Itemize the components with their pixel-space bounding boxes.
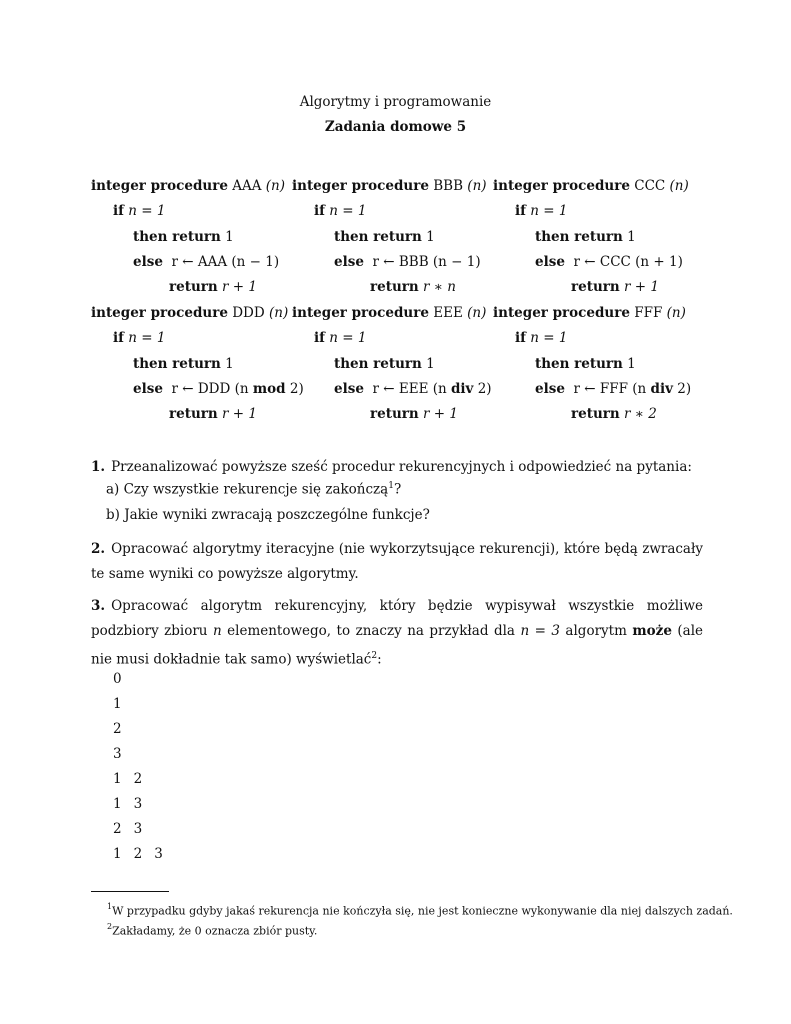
subset-element: 1 — [113, 846, 122, 862]
return-expression: r + 1 — [422, 406, 458, 423]
procedure-return — [169, 278, 257, 296]
question-a: a) Czy wszystkie rekurencje się zakończą — [106, 481, 389, 498]
else-expression: r ← CCC (n + 1) — [573, 253, 683, 270]
procedure-else — [133, 253, 279, 271]
then-value: 1 — [627, 355, 636, 372]
procedure-return — [571, 278, 659, 296]
then-value: 1 — [426, 228, 435, 245]
task-number: 3. — [91, 598, 106, 614]
procedure-else — [535, 380, 691, 398]
subset-element: 2 — [113, 721, 122, 737]
keyword: integer procedure — [493, 305, 630, 321]
then-value: 1 — [225, 228, 234, 245]
keyword: return — [169, 279, 218, 296]
task-2 — [91, 537, 703, 587]
return-expression: r ∗ 2 — [623, 406, 657, 423]
keyword: if — [515, 203, 526, 220]
footnote-rule — [91, 891, 169, 892]
footnote-2 — [107, 921, 317, 939]
condition: n = 1 — [329, 203, 367, 220]
task-number: 1. — [91, 459, 106, 475]
procedure-name: DDD — [232, 305, 265, 321]
return-expression: r + 1 — [221, 279, 257, 296]
procedure-then — [535, 355, 636, 373]
procedure-name: AAA — [232, 178, 262, 194]
procedure-arg: (n) — [467, 178, 487, 194]
procedure-return — [571, 405, 657, 423]
emphasis: może — [632, 623, 672, 639]
condition: n = 1 — [530, 203, 568, 220]
subset-element: 1 — [113, 771, 122, 787]
procedure-return — [169, 405, 257, 423]
footnote-ref-2: 2 — [371, 651, 378, 661]
procedure-signature — [91, 304, 288, 322]
footnote-1 — [107, 901, 733, 919]
keyword: integer procedure — [91, 178, 228, 194]
procedure-signature — [292, 177, 487, 195]
procedure-then — [535, 228, 636, 246]
keyword: then return — [334, 228, 422, 245]
task-text-4: (ale nie musi dokładnie tak samo) wyświetlać — [91, 623, 703, 668]
condition: n = 1 — [128, 203, 166, 220]
keyword: return — [571, 279, 620, 296]
task-number: 2. — [91, 541, 106, 557]
then-value: 1 — [225, 355, 234, 372]
condition: n = 1 — [128, 330, 166, 347]
keyword: then return — [334, 355, 422, 372]
equation: n = 3 — [520, 623, 560, 639]
subset-row — [113, 745, 122, 763]
procedure-else — [535, 253, 683, 271]
procedure-name: FFF — [634, 305, 663, 321]
operator: div — [650, 380, 673, 397]
keyword: return — [370, 279, 419, 296]
procedure-then — [133, 228, 234, 246]
procedure-arg: (n) — [269, 305, 289, 321]
task-3 — [91, 594, 703, 673]
keyword: if — [314, 203, 325, 220]
else-expression: r ← EEE (n — [372, 380, 451, 397]
procedure-if — [113, 329, 165, 347]
procedure-signature — [292, 304, 486, 322]
then-value: 1 — [627, 228, 636, 245]
procedure-name: EEE — [433, 305, 463, 321]
procedure-if — [113, 202, 165, 220]
footnote-ref-1: 1 — [388, 481, 394, 491]
keyword: return — [370, 406, 419, 423]
keyword: else — [334, 253, 364, 270]
procedure-name: CCC — [634, 178, 666, 194]
subset-row — [113, 770, 142, 788]
subset-element: 3 — [133, 796, 143, 812]
course-name: Algorytmy i programowanie — [299, 94, 492, 110]
procedure-arg: (n) — [467, 305, 487, 321]
subset-row — [113, 695, 122, 713]
keyword: if — [113, 330, 124, 347]
subset-element: 3 — [154, 846, 163, 862]
else-expression: r ← DDD (n — [171, 380, 253, 397]
else-expression-end: 2) — [285, 380, 304, 397]
else-expression: r ← BBB (n − 1) — [372, 253, 481, 270]
footnote-mark: 1 — [107, 902, 113, 911]
procedure-arg: (n) — [666, 305, 686, 321]
keyword: integer procedure — [493, 178, 630, 194]
task-1 — [91, 455, 703, 480]
procedure-then — [334, 228, 435, 246]
keyword: then return — [535, 355, 623, 372]
keyword: integer procedure — [292, 305, 429, 321]
procedure-if — [314, 202, 366, 220]
subset-element: 3 — [113, 746, 122, 762]
procedure-if — [515, 202, 567, 220]
subset-element: 1 — [113, 696, 122, 712]
keyword: if — [113, 203, 124, 220]
subset-row — [113, 820, 142, 838]
task-text-5: : — [377, 651, 382, 668]
keyword: return — [571, 406, 620, 423]
else-expression: r ← FFF (n — [573, 380, 651, 397]
condition: n = 1 — [530, 330, 568, 347]
procedure-signature — [493, 304, 686, 322]
subset-row — [113, 795, 142, 813]
procedure-else — [133, 380, 304, 398]
then-value: 1 — [426, 355, 435, 372]
operator: div — [450, 380, 474, 397]
keyword: if — [314, 330, 325, 347]
footnote-text: Zakładamy, że 0 oznacza zbiór pusty. — [112, 924, 318, 938]
return-expression: r + 1 — [623, 279, 659, 296]
task-1a — [106, 481, 401, 498]
keyword: integer procedure — [292, 178, 429, 194]
procedure-if — [314, 329, 366, 347]
procedure-else — [334, 380, 492, 398]
page-title: Zadania domowe 5 — [324, 119, 467, 135]
task-text: Opracować algorytmy iteracyjne (nie wykorzytsujące rekurencji), które będą zwracały te same wyniki co powyższe algorytmy. — [91, 541, 703, 582]
procedure-signature — [91, 177, 285, 195]
procedure-then — [133, 355, 234, 373]
subset-element: 1 — [113, 796, 122, 812]
operator: mod — [252, 380, 286, 397]
keyword: integer procedure — [91, 305, 228, 321]
keyword: then return — [133, 355, 221, 372]
keyword: then return — [133, 228, 221, 245]
keyword: return — [169, 406, 218, 423]
task-text-3: algorytm — [559, 623, 633, 639]
procedure-return — [370, 278, 456, 296]
var-n: n — [212, 623, 222, 639]
subset-element: 2 — [133, 846, 143, 862]
procedure-arg: (n) — [669, 178, 689, 194]
condition: n = 1 — [329, 330, 367, 347]
task-text: Opracować algorytm rekurencyjny, który będzie wypisywał wszystkie możliwe podzbiory zbioru — [91, 598, 703, 639]
else-expression-end: 2) — [672, 380, 692, 397]
else-expression-end: 2) — [473, 380, 492, 397]
procedure-name: BBB — [433, 178, 463, 194]
return-expression: r ∗ n — [422, 279, 456, 296]
procedure-else — [334, 253, 481, 271]
subset-row — [113, 845, 163, 863]
subset-element: 2 — [133, 771, 143, 787]
keyword: else — [133, 380, 163, 397]
task-text: Przeanalizować powyższe sześć procedur rekurencyjnych i odpowiedzieć na pytania: — [111, 459, 692, 475]
task-1b: b) Jakie wyniki zwracają poszczególne funkcje? — [106, 507, 430, 523]
procedure-return — [370, 405, 458, 423]
keyword: then return — [535, 228, 623, 245]
subset-row — [113, 670, 122, 688]
procedure-arg: (n) — [265, 178, 286, 194]
subset-row — [113, 720, 122, 738]
keyword: if — [515, 330, 526, 347]
return-expression: r + 1 — [221, 406, 257, 423]
footnote-mark: 2 — [107, 922, 113, 931]
question-a-end: ? — [393, 481, 402, 498]
else-expression: r ← AAA (n − 1) — [171, 253, 280, 270]
procedure-signature — [493, 177, 689, 195]
keyword: else — [334, 380, 364, 397]
footnote-text: W przypadku gdyby jakaś rekurencja nie kończyła się, nie jest konieczne wykonywanie dla niej dalszych zadań. — [112, 904, 733, 918]
procedure-then — [334, 355, 435, 373]
task-text-2: elementowego, to znaczy na przykład dla — [221, 623, 521, 639]
subset-element: 2 — [113, 821, 122, 837]
subset-element: 3 — [133, 821, 143, 837]
procedure-if — [515, 329, 567, 347]
keyword: else — [535, 380, 565, 397]
subset-element: 0 — [113, 671, 122, 687]
keyword: else — [535, 253, 565, 270]
keyword: else — [133, 253, 163, 270]
